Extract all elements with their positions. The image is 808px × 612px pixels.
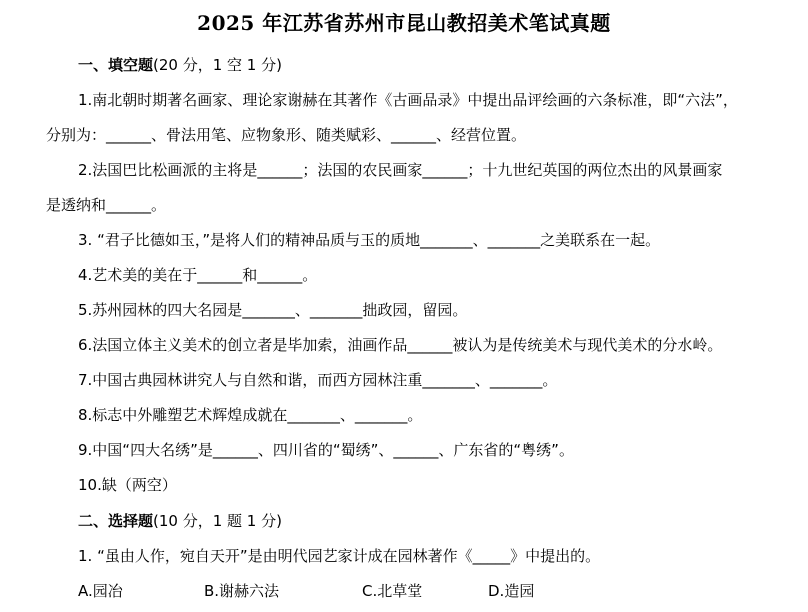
question-3: 3. “君子比德如玉，”是将人们的精神品质与玉的质地_______、_______之美联系在一起。 xyxy=(78,231,661,249)
question-7: 7.中国古典园林讲究人与自然和谐，而西方园林注重_______、_______。 xyxy=(78,371,558,389)
question-2-line-1: 2.法国巴比松画派的主将是______；法国的农民画家______；十九世纪英国的两位杰出的风景画家 xyxy=(78,161,723,179)
document-title: 2025 年江苏省苏州市昆山教招美术笔试真题 xyxy=(197,11,611,35)
question-9: 9.中国“四大名绣”是______、四川省的“蜀绣”、______、广东省的“粤绣”。 xyxy=(78,441,574,459)
option-c: C.北草堂 xyxy=(362,582,423,600)
section-note: (20 分，1 空 1 分) xyxy=(153,56,282,74)
option-a: A.园冶 xyxy=(78,582,123,600)
section-multiple-choice-heading xyxy=(78,510,282,532)
section-heading: 二、选择题 xyxy=(78,512,154,530)
option-b: B.谢赫六法 xyxy=(204,582,280,600)
section-note: (10 分，1 题 1 分) xyxy=(153,512,282,530)
question-1-line-2: 分别为：______、骨法用笔、应物象形、随类赋彩、______、经营位置。 xyxy=(46,126,527,144)
section-fill-in-blank-heading xyxy=(78,54,282,76)
question-6: 6.法国立体主义美术的创立者是毕加索，油画作品______被认为是传统美术与现代美术的分水岭。 xyxy=(78,336,723,354)
multiple-choice-question-1: 1. “虽由人作，宛自天开”是由明代园艺家计成在园林著作《_____》中提出的。 xyxy=(78,547,601,565)
question-4: 4.艺术美的美在于______和______。 xyxy=(78,266,318,284)
option-d: D.造园 xyxy=(488,582,535,600)
section-heading: 一、填空题 xyxy=(78,56,154,74)
question-2-line-2: 是透纳和______。 xyxy=(46,196,167,214)
question-1-line-1: 1.南北朝时期著名画家、理论家谢赫在其著作《古画品录》中提出品评绘画的六条标准，即“六法”， xyxy=(78,91,738,109)
question-5: 5.苏州园林的四大名园是_______、_______拙政园，留园。 xyxy=(78,301,468,319)
question-8: 8.标志中外雕塑艺术辉煌成就在_______、_______。 xyxy=(78,406,423,424)
question-10: 10.缺（两空） xyxy=(78,476,177,494)
